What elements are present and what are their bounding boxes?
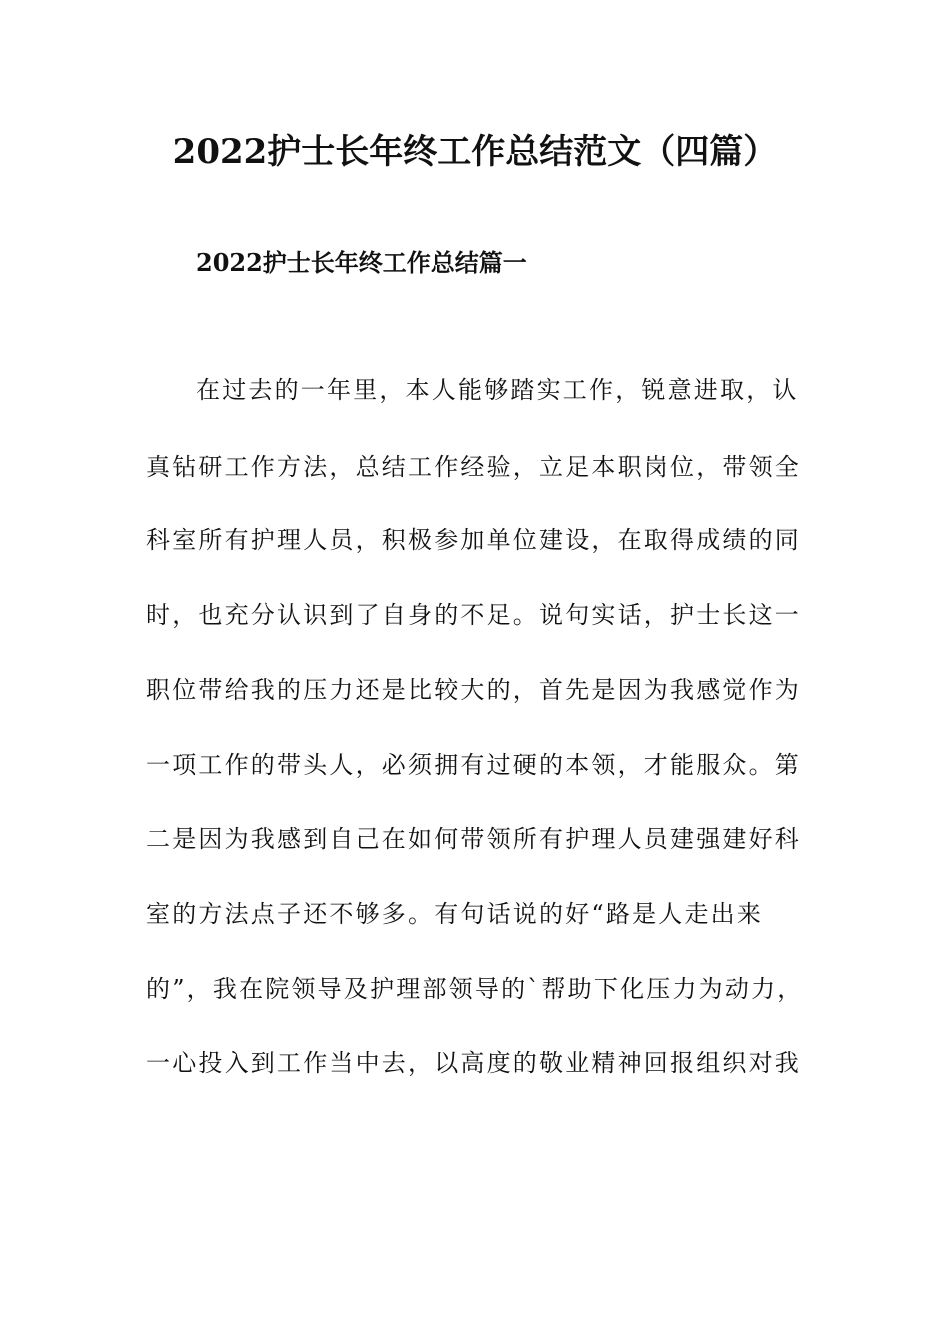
paragraph-line: 二是因为我感到自己在如何带领所有护理人员建强建好科 <box>146 825 801 853</box>
paragraph-line: 一心投入到工作当中去，以高度的敬业精神回报组织对我 <box>146 1049 801 1077</box>
paragraph-line: 时，也充分认识到了自身的不足。说句实话，护士长这一 <box>146 601 801 629</box>
paragraph-line: 一项工作的带头人，必须拥有过硬的本领，才能服众。第 <box>146 751 801 779</box>
paragraph-line: 在过去的一年里，本人能够踏实工作，锐意进取，认 <box>196 376 799 404</box>
paragraph-line: 的”，我在院领导及护理部领导的`帮助下化压力为动力， <box>146 975 804 1003</box>
paragraph-line: 真钻研工作方法，总结工作经验，立足本职岗位，带领全 <box>146 453 801 481</box>
document-title: 2022护士长年终工作总结范文（四篇） <box>172 132 778 172</box>
paragraph-line: 职位带给我的压力还是比较大的，首先是因为我感觉作为 <box>146 676 801 704</box>
paragraph-line: 室的方法点子还不够多。有句话说的好“路是人走出来 <box>146 900 764 928</box>
paragraph-line: 科室所有护理人员，积极参加单位建设，在取得成绩的同 <box>146 526 801 554</box>
section-heading: 2022护士长年终工作总结篇一 <box>196 248 527 277</box>
